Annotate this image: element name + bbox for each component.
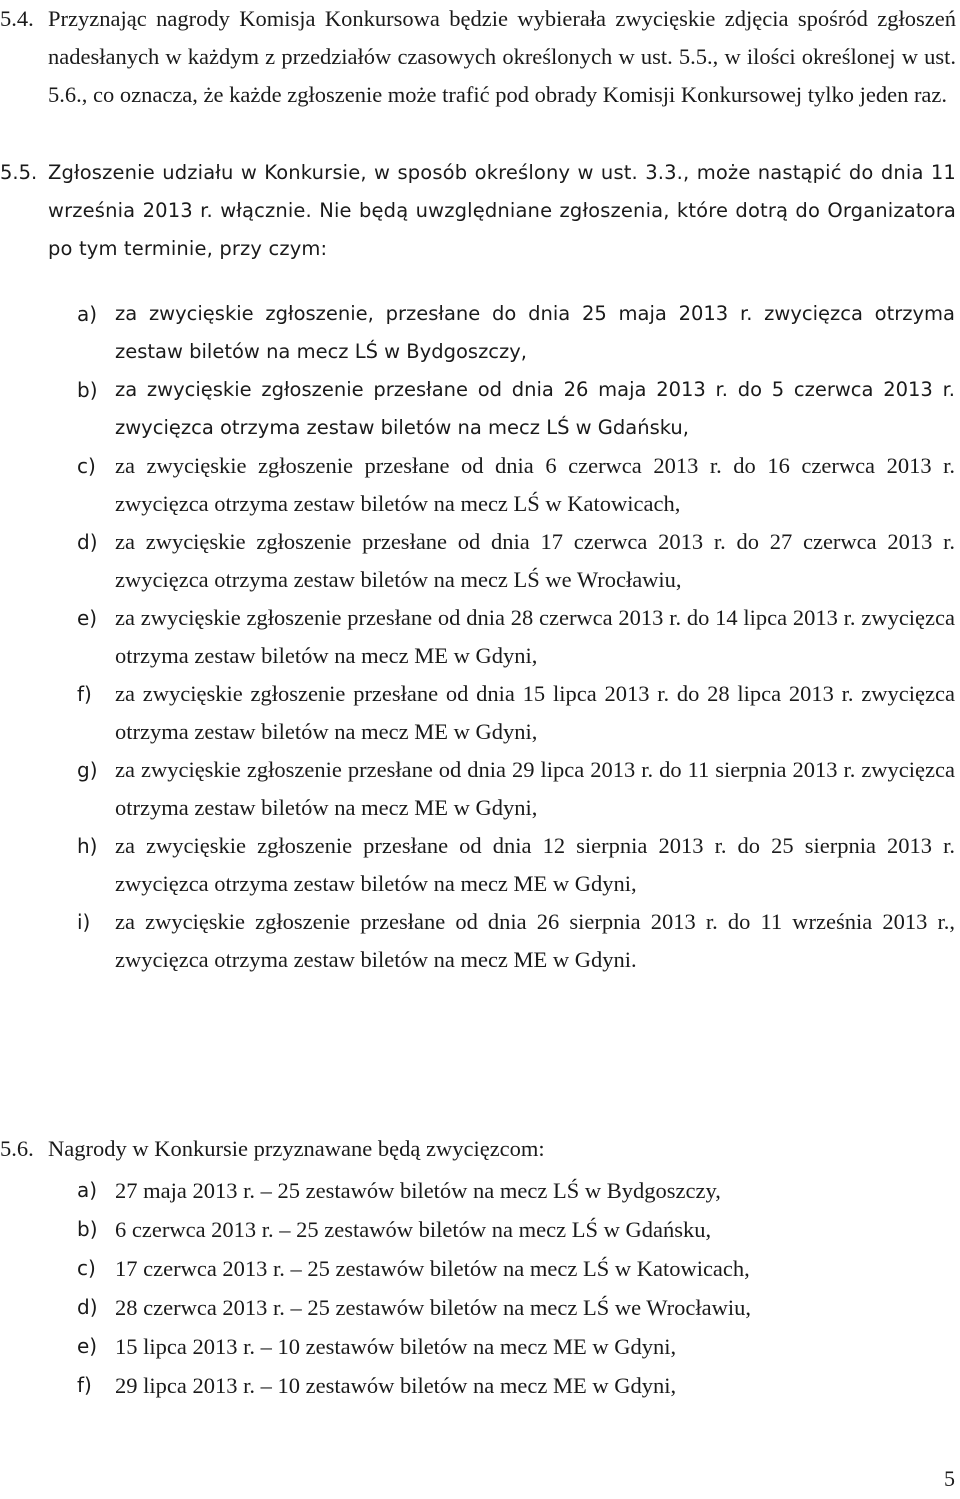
section-5-6-list (0, 1171, 960, 1405)
list-marker: h) (77, 834, 98, 858)
list-item (0, 599, 960, 675)
list-marker: e) (77, 1334, 98, 1358)
list-item-text: 28 czerwca 2013 r. – 25 zestawów biletów na mecz LŚ we Wrocławiu, (115, 1295, 751, 1320)
list-item-text: za zwycięskie zgłoszenie przesłane od dnia 17 czerwca 2013 r. do 27 czerwca 2013 r. zwycięzca otrzyma zestaw biletów na mecz LŚ we Wrocławiu, (115, 529, 955, 592)
page-number: 5 (944, 1466, 955, 1491)
list-item (0, 447, 960, 523)
list-item-text: za zwycięskie zgłoszenie przesłane od dnia 29 lipca 2013 r. do 11 sierpnia 2013 r. zwycięzca otrzyma zestaw biletów na mecz ME w Gdyni, (115, 757, 955, 820)
list-marker: d) (77, 1295, 98, 1319)
list-item (0, 371, 960, 447)
list-item (0, 1327, 960, 1366)
list-marker: a) (77, 302, 98, 326)
section-text: Nagrody w Konkursie przyznawane będą zwycięzcom: (48, 1136, 545, 1161)
list-item (0, 295, 960, 371)
section-text: Przyznając nagrody Komisja Konkursowa będzie wybierała zwycięskie zdjęcia spośród zgłoszeń nadesłanych w każdym z przedziałów czasowych określonych w ust. 5.5., w ilości określonej w ust. 5.6., co oznacza, że każde zgłoszenie może trafić pod obrady Komisji Konkursowej tylko jeden raz. (48, 6, 956, 107)
list-marker: b) (77, 1217, 98, 1241)
list-item (0, 1210, 960, 1249)
list-item (0, 751, 960, 827)
list-item-text: 6 czerwca 2013 r. – 25 zestawów biletów na mecz LŚ w Gdańsku, (115, 1217, 712, 1242)
list-item (0, 523, 960, 599)
section-5-5-list (0, 295, 960, 979)
list-item (0, 1366, 960, 1405)
list-marker: c) (77, 454, 96, 478)
list-item (0, 827, 960, 903)
list-marker: e) (77, 606, 98, 630)
list-item (0, 675, 960, 751)
list-item (0, 1288, 960, 1327)
list-item-text: za zwycięskie zgłoszenie przesłane od dnia 6 czerwca 2013 r. do 16 czerwca 2013 r. zwycięzca otrzyma zestaw biletów na mecz LŚ w Katowicach, (115, 453, 955, 516)
list-item-text: za zwycięskie zgłoszenie przesłane od dnia 15 lipca 2013 r. do 28 lipca 2013 r. zwycięzca otrzyma zestaw biletów na mecz ME w Gdyni, (115, 681, 955, 744)
list-item-text: za zwycięskie zgłoszenie przesłane od dnia 12 sierpnia 2013 r. do 25 sierpnia 2013 r. zwycięzca otrzyma zestaw biletów na mecz ME w Gdyni, (115, 833, 955, 896)
list-item-text: za zwycięskie zgłoszenie, przesłane do dnia 25 maja 2013 r. zwycięzca otrzyma zestaw biletów na mecz LŚ w Bydgoszczy, (115, 302, 955, 363)
list-marker: f) (77, 682, 92, 706)
list-item-text: 17 czerwca 2013 r. – 25 zestawów biletów na mecz LŚ w Katowicach, (115, 1256, 750, 1281)
section-number: 5.4. (0, 6, 34, 31)
list-item-text: za zwycięskie zgłoszenie przesłane od dnia 26 maja 2013 r. do 5 czerwca 2013 r. zwycięzca otrzyma zestaw biletów na mecz LŚ w Gdańsku, (115, 378, 955, 439)
list-item-text: 29 lipca 2013 r. – 10 zestawów biletów na mecz ME w Gdyni, (115, 1373, 677, 1398)
list-marker: g) (77, 758, 98, 782)
list-marker: d) (77, 530, 98, 554)
list-marker: f) (77, 1373, 92, 1397)
list-item-text: 15 lipca 2013 r. – 10 zestawów biletów na mecz ME w Gdyni, (115, 1334, 677, 1359)
list-item (0, 1171, 960, 1210)
section-text: Zgłoszenie udziału w Konkursie, w sposób określony w ust. 3.3., może nastąpić do dnia 11 września 2013 r. włącznie. Nie będą uwzględniane zgłoszenia, które dotrą do Organizatora po tym terminie, przy czym: (48, 161, 956, 260)
section-number: 5.6. (0, 1136, 34, 1161)
list-item-text: za zwycięskie zgłoszenie przesłane od dnia 28 czerwca 2013 r. do 14 lipca 2013 r. zwycięzca otrzyma zestaw biletów na mecz ME w Gdyni, (115, 605, 955, 668)
list-item (0, 1249, 960, 1288)
list-marker: b) (77, 378, 98, 402)
list-item-text: za zwycięskie zgłoszenie przesłane od dnia 26 sierpnia 2013 r. do 11 września 2013 r., zwycięzca otrzyma zestaw biletów na mecz ME w Gdyni. (115, 909, 955, 972)
list-item-text: 27 maja 2013 r. – 25 zestawów biletów na mecz LŚ w Bydgoszczy, (115, 1178, 721, 1203)
list-marker: i) (77, 910, 91, 934)
list-marker: a) (77, 1178, 98, 1202)
section-number: 5.5. (0, 161, 38, 184)
list-marker: c) (77, 1256, 96, 1280)
list-item (0, 903, 960, 979)
